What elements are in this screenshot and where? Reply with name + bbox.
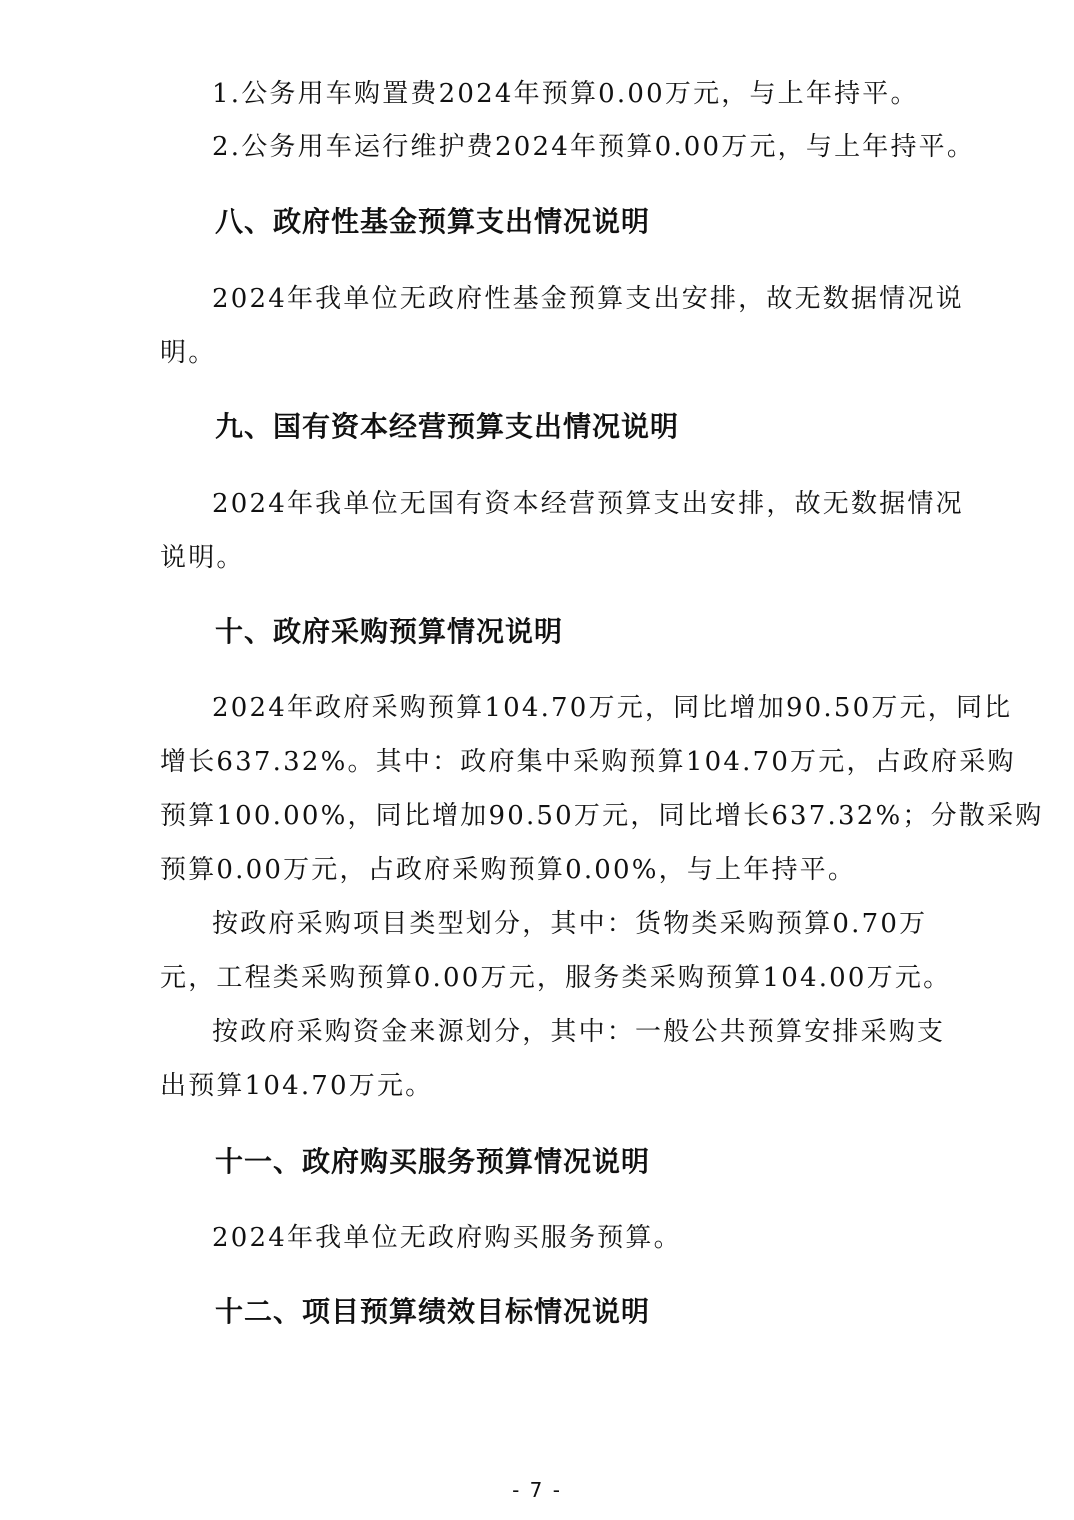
section-10-para1-line: 预算0.00万元，占政府采购预算0.00%，与上年持平。	[160, 855, 857, 885]
page-number: - 7 -	[512, 1478, 562, 1502]
section-10-para3-line: 按政府采购资金来源划分，其中：一般公共预算安排采购支	[212, 1017, 946, 1047]
section-10-para2-line: 元，工程类采购预算0.00万元，服务类采购预算104.00万元。	[160, 963, 952, 993]
section-10-para3-line: 出预算104.70万元。	[160, 1071, 434, 1101]
section-8-heading: 八、政府性基金预算支出情况说明	[215, 205, 651, 238]
section-9-heading: 九、国有资本经营预算支出情况说明	[215, 410, 680, 443]
section-10-para1-line: 增长637.32%。其中：政府集中采购预算104.70万元，占政府采购	[160, 747, 1016, 777]
section-12-heading: 十二、项目预算绩效目标情况说明	[215, 1295, 651, 1328]
section-9-text-line: 说明。	[160, 543, 245, 573]
section-11-heading: 十一、政府购买服务预算情况说明	[215, 1145, 651, 1178]
section-8-text-line: 明。	[160, 338, 217, 368]
car-maintenance-line: 2.公务用车运行维护费2024年预算0.00万元，与上年持平。	[212, 132, 976, 162]
car-purchase-line: 1.公务用车购置费2024年预算0.00万元，与上年持平。	[212, 79, 919, 109]
section-11-text-line: 2024年我单位无政府购买服务预算。	[212, 1223, 682, 1253]
section-10-para1-line: 预算100.00%，同比增加90.50万元，同比增长637.32%；分散采购	[160, 801, 1044, 831]
section-10-para1-line: 2024年政府采购预算104.70万元，同比增加90.50万元，同比	[212, 693, 1013, 723]
section-8-text-line: 2024年我单位无政府性基金预算支出安排，故无数据情况说	[212, 284, 964, 314]
section-9-text-line: 2024年我单位无国有资本经营预算支出安排，故无数据情况	[212, 489, 964, 519]
section-10-para2-line: 按政府采购项目类型划分，其中：货物类采购预算0.70万	[212, 909, 928, 939]
section-10-heading: 十、政府采购预算情况说明	[215, 615, 564, 648]
